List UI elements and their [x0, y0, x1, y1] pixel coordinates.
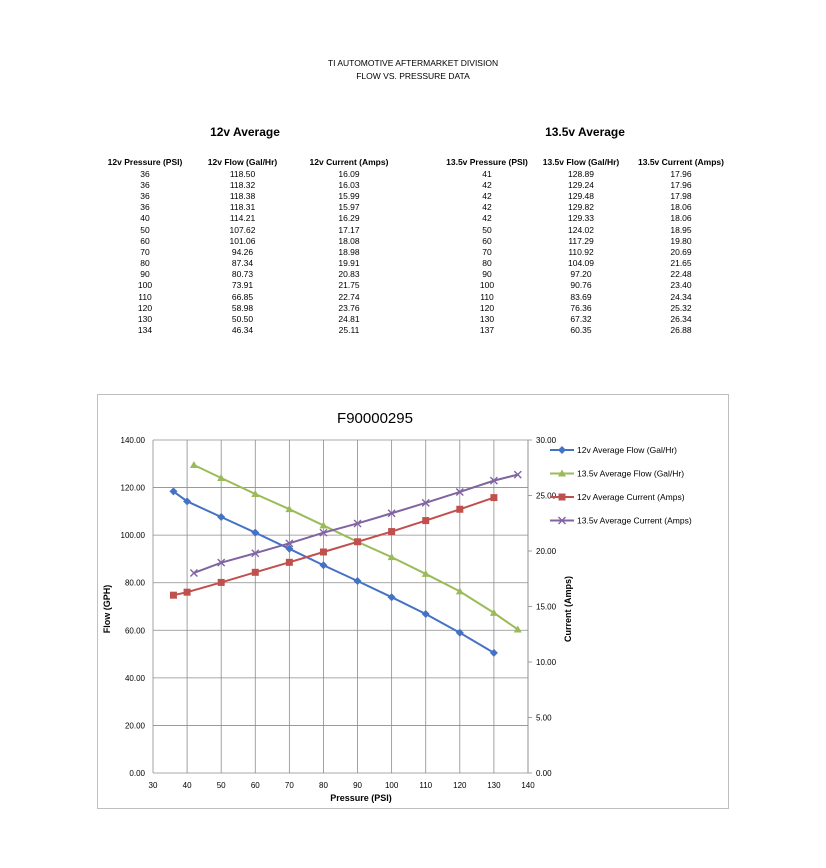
y-axis-label: Flow (GPH) [102, 584, 112, 634]
data-point [558, 446, 566, 454]
column-header: 13.5v Pressure (PSI) [446, 156, 528, 167]
table-cell: 80 [140, 258, 150, 269]
table-cell: 46.34 [231, 325, 254, 336]
table-cell: 124.02 [568, 224, 594, 235]
table-cell: 16.09 [338, 168, 360, 179]
table-cell: 110 [480, 291, 494, 302]
table-row [104, 213, 399, 224]
table-cell: 42 [482, 202, 492, 213]
table-row [104, 202, 399, 213]
table-cell: 24.81 [338, 314, 360, 325]
table-cell: 90 [482, 269, 492, 280]
table-cell: 76.36 [570, 302, 592, 313]
y-tick-label: 120.00 [120, 483, 145, 493]
right-table-title: 13.5v Average [545, 125, 625, 139]
table-cell: 26.88 [670, 325, 692, 336]
table-cell: 101.06 [229, 235, 256, 246]
table-cell: 80.73 [231, 269, 254, 280]
data-point [559, 494, 566, 501]
legend-item [550, 492, 685, 502]
table-row [442, 213, 732, 224]
table-cell: 42 [482, 179, 492, 190]
chart-title: F90000295 [337, 410, 413, 427]
table-cell: 90.76 [570, 280, 592, 291]
table-cell: 70 [140, 246, 150, 257]
table-cell: 110.92 [568, 246, 594, 257]
table-cell: 128.89 [568, 168, 594, 179]
table-cell: 17.98 [670, 190, 692, 201]
y-tick-label: 100.00 [120, 531, 145, 541]
y2-tick-label: 10.00 [536, 658, 557, 667]
table-cell: 110 [138, 291, 152, 302]
table-cell: 23.76 [338, 302, 360, 313]
table-cell: 40 [140, 213, 150, 224]
table-cell: 94.26 [231, 246, 254, 257]
table-row [104, 224, 399, 235]
table-cell: 15.99 [338, 190, 360, 201]
table-cell: 130 [137, 314, 153, 325]
left-data-table [104, 155, 399, 336]
data-point [190, 461, 198, 468]
table-cell: 120 [479, 302, 495, 313]
legend-label: 13.5v Average Flow (Gal/Hr) [577, 468, 685, 479]
x-tick-label: 90 [353, 781, 362, 790]
flow-pressure-chart [98, 395, 728, 808]
table-row [104, 280, 399, 291]
left-table-title: 12v Average [210, 125, 280, 139]
table-cell: 50.50 [231, 314, 254, 325]
y2-tick-label: 0.00 [536, 769, 552, 778]
legend [550, 445, 692, 526]
table-cell: 21.75 [338, 280, 360, 291]
y-tick-label: 20.00 [124, 721, 145, 731]
table-row [442, 168, 732, 179]
table-cell: 60.35 [570, 325, 592, 336]
table-row [442, 313, 732, 324]
table-row [442, 224, 732, 235]
table-cell: 20.83 [338, 269, 360, 280]
x-tick-label: 140 [521, 781, 535, 790]
table-cell: 58.98 [231, 302, 254, 313]
table-cell: 19.80 [670, 235, 692, 246]
x-tick-label: 80 [319, 781, 328, 790]
x-tick-label: 30 [148, 781, 158, 790]
table-row [442, 269, 732, 280]
table-cell: 114.21 [229, 213, 256, 224]
table-cell: 42 [482, 213, 492, 224]
table-cell: 100 [479, 280, 495, 291]
table-cell: 21.65 [670, 258, 692, 269]
table-cell: 134 [137, 325, 153, 336]
table-cell: 118.32 [229, 179, 256, 190]
x-tick-label: 70 [284, 781, 294, 790]
series-group [190, 461, 522, 632]
table-cell: 50 [140, 224, 150, 235]
table-cell: 22.74 [338, 291, 360, 302]
data-point [354, 577, 362, 585]
table-cell: 60 [140, 235, 150, 246]
series-line [194, 475, 518, 573]
y2-tick-label: 20.00 [536, 547, 557, 556]
data-point [456, 506, 463, 513]
data-point [184, 589, 191, 596]
table-row [104, 190, 399, 201]
legend-label: 13.5v Average Current (Amps) [577, 515, 692, 526]
x-tick-label: 110 [419, 781, 433, 790]
grid [153, 440, 528, 773]
table-row [104, 269, 399, 280]
column-header: 12v Flow (Gal/Hr) [207, 156, 278, 167]
table-cell: 50 [482, 224, 492, 235]
table-cell: 16.29 [338, 213, 360, 224]
data-point [170, 592, 177, 599]
table-cell: 80 [482, 258, 492, 269]
y-tick-label: 80.00 [124, 578, 145, 588]
table-cell: 118.38 [229, 190, 256, 201]
table-cell: 36 [140, 179, 150, 190]
table-row [442, 179, 732, 190]
table-row [104, 168, 399, 179]
x-tick-label: 130 [487, 781, 501, 790]
table-cell: 36 [140, 202, 150, 213]
y-tick-label: 60.00 [124, 626, 145, 636]
table-cell: 22.48 [670, 269, 692, 280]
data-point [490, 494, 497, 501]
data-point [319, 561, 327, 569]
table-row [104, 313, 399, 324]
legend-label: 12v Average Flow (Gal/Hr) [577, 445, 677, 455]
table-cell: 17.96 [670, 179, 692, 190]
table-row [442, 325, 732, 336]
table-cell: 17.17 [338, 224, 360, 235]
legend-label: 12v Average Current (Amps) [577, 492, 685, 502]
x-tick-label: 100 [384, 781, 399, 790]
table-cell: 26.34 [670, 314, 692, 325]
report-title: TI AUTOMOTIVE AFTERMARKET DIVISION [327, 58, 499, 68]
table-cell: 17.96 [670, 168, 692, 179]
table-row [104, 325, 399, 336]
table-cell: 97.20 [570, 269, 592, 280]
x-tick-label: 120 [453, 781, 467, 790]
data-point [320, 548, 327, 555]
table-cell: 36 [140, 168, 150, 179]
table-cell: 104.09 [568, 258, 594, 269]
table-row [442, 258, 732, 269]
table-cell: 42 [482, 190, 492, 201]
table-cell: 15.97 [338, 202, 360, 213]
table-row [442, 280, 732, 291]
table-cell: 129.24 [568, 179, 594, 190]
table-cell: 18.06 [670, 202, 692, 213]
table-cell: 36 [140, 190, 150, 201]
table-row [104, 291, 399, 302]
table-cell: 18.06 [670, 213, 692, 224]
table-cell: 137 [479, 325, 495, 336]
table-cell: 19.91 [338, 258, 360, 269]
table-cell: 18.98 [338, 246, 360, 257]
table-row [104, 258, 399, 269]
series [169, 461, 521, 657]
y2-tick-label: 30.00 [536, 436, 557, 445]
data-point [252, 569, 259, 576]
data-point [218, 579, 225, 586]
table-cell: 118.31 [229, 202, 256, 213]
table-cell: 67.32 [570, 314, 592, 325]
table-row [104, 179, 399, 190]
table-row [442, 246, 732, 257]
table-row [104, 302, 399, 313]
data-point [217, 513, 225, 521]
table-cell: 129.82 [568, 202, 594, 213]
right-data-table [442, 155, 732, 336]
table-cell: 117.29 [568, 235, 594, 246]
data-point [490, 609, 498, 616]
table-cell: 90 [140, 269, 150, 280]
table-cell: 18.95 [670, 224, 692, 235]
y2-axis-label: Current (Amps) [563, 575, 573, 643]
table-cell: 60 [482, 235, 492, 246]
table-cell: 83.69 [570, 291, 592, 302]
table-row [442, 235, 732, 246]
legend-item [550, 445, 677, 455]
x-axis-label: Pressure (PSI) [330, 793, 392, 803]
table-cell: 16.03 [338, 179, 360, 190]
data-point [388, 528, 395, 535]
x-tick-label: 50 [216, 781, 226, 790]
x-tick-label: 40 [182, 781, 192, 790]
table-row [442, 302, 732, 313]
column-header: 13.5v Flow (Gal/Hr) [542, 156, 620, 167]
axes [121, 436, 557, 790]
table-cell: 25.32 [670, 302, 692, 313]
column-header: 12v Current (Amps) [309, 156, 389, 167]
table-cell: 41 [482, 168, 492, 179]
table-cell: 130 [479, 314, 495, 325]
data-point [388, 593, 396, 601]
y-tick-label: 140.00 [120, 436, 145, 445]
table-row [442, 291, 732, 302]
data-point [354, 538, 361, 545]
table-cell: 25.11 [338, 325, 360, 336]
table-cell: 87.34 [231, 258, 254, 269]
data-point [422, 610, 430, 618]
column-header: 12v Pressure (PSI) [107, 156, 183, 167]
chart-container [97, 394, 729, 809]
table-cell: 100 [137, 280, 153, 291]
y2-tick-label: 5.00 [536, 713, 552, 723]
table-cell: 107.62 [229, 224, 256, 235]
y-tick-label: 0.00 [129, 769, 145, 778]
y2-tick-label: 15.00 [536, 602, 557, 612]
table-cell: 120 [137, 302, 153, 313]
column-header: 13.5v Current (Amps) [638, 156, 724, 167]
x-tick-label: 60 [250, 781, 260, 790]
table-cell: 18.08 [338, 235, 360, 246]
y2-tick-label: 25.00 [536, 491, 557, 501]
table-cell: 23.40 [670, 280, 692, 291]
table-cell: 24.34 [670, 291, 692, 302]
table-row [442, 190, 732, 201]
legend-item [550, 516, 692, 526]
table-cell: 20.69 [670, 246, 692, 257]
data-point [286, 559, 293, 566]
legend-item [550, 469, 684, 479]
table-row [104, 246, 399, 257]
table-cell: 66.85 [231, 291, 254, 302]
table-cell: 118.50 [229, 168, 256, 179]
table-cell: 70 [482, 246, 492, 257]
table-cell: 73.91 [231, 280, 254, 291]
y-tick-label: 40.00 [124, 673, 145, 683]
table-cell: 129.33 [568, 213, 594, 224]
table-cell: 129.48 [568, 190, 594, 201]
data-point [422, 517, 429, 524]
report-subtitle: FLOW VS. PRESSURE DATA [356, 71, 470, 81]
table-row [104, 235, 399, 246]
table-row [442, 202, 732, 213]
